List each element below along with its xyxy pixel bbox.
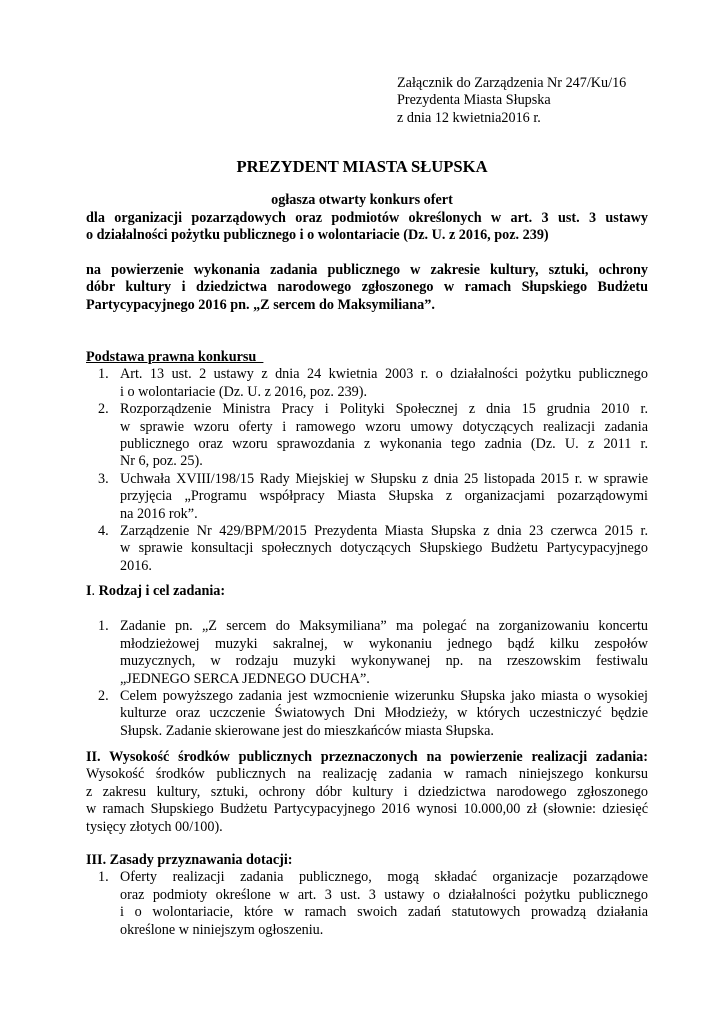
attachment-note [397, 75, 697, 127]
section-1-title: Rodzaj i cel zadania: [95, 583, 226, 599]
list-line: Art. 13 ust. 2 ustawy z dnia 24 kwietnia 2003 r. o działalności pożytku publicznego [120, 366, 648, 383]
legal-basis-item-2 [86, 401, 648, 471]
task-intro [86, 262, 648, 314]
announcement-line-2: dla organizacji pozarządowych oraz podmiotów określonych w art. 3 ust. 3 ustawy [86, 210, 648, 226]
section-3-list [86, 869, 648, 939]
section-3-heading: III. Zasady przyznawania dotacji: [86, 852, 293, 868]
section-1-item-1 [86, 618, 648, 688]
section-2 [86, 749, 648, 836]
list-number: 1. [98, 869, 109, 886]
list-line: Rozporządzenie Ministra Pracy i Polityki Społecznej z dnia 15 grudnia 2010 r. [120, 401, 648, 418]
announcement-line-1: ogłasza otwarty konkurs ofert [271, 192, 453, 208]
list-line: i o wolontariacie, które w ramach swoich zadań statutowych prowadzą działania [120, 904, 648, 921]
list-number: 1. [98, 618, 109, 635]
list-number: 3. [98, 470, 109, 487]
list-line: publicznego oraz wzoru sprawozdania z wykonania tego zadnia (Dz. U. z 2011 r. [120, 436, 648, 453]
list-line: „JEDNEGO SERCA JEDNEGO DUCHA”. [120, 670, 370, 687]
section-1-item-2 [86, 688, 648, 740]
list-line: Słupsk. Zadanie skierowane jest do mieszkańców miasta Słupska. [120, 722, 494, 739]
legal-basis-item-3 [86, 471, 648, 523]
list-line: Zadanie pn. „Z sercem do Maksymiliana” ma polegać na zorganizowaniu koncertu [120, 618, 648, 635]
section-2-line: w ramach Słupskiego Budżetu Partycypacyjnego 2016 wynosi 10.000,00 zł (słownie: dziesięć [86, 801, 648, 818]
document-title: PREZYDENT MIASTA SŁUPSKA [236, 157, 488, 176]
list-line: Zarządzenie Nr 429/BPM/2015 Prezydenta Miasta Słupska z dnia 23 czerwca 2015 r. [120, 523, 648, 540]
list-line: w sprawie wzoru oferty i ramowego wzoru umowy dotyczących realizacji zadania [120, 418, 648, 435]
list-line: muzycznych, w rodzaju muzyki wykonywanej np. na rzeszowskim festiwalu [120, 653, 648, 670]
list-line: kulturze oraz uczczenie Światowych Dni Młodzieży, w których uczestniczyć będzie [120, 705, 648, 722]
list-number: 1. [98, 366, 109, 383]
list-line: Celem powyższego zadania jest wzmocnienie wizerunku Słupska jako miasta o wysokiej [120, 688, 648, 705]
list-line: Uchwała XVIII/198/15 Rady Miejskiej w Słupsku z dnia 25 listopada 2015 r. w sprawie [120, 470, 648, 487]
list-line: na 2016 rok”. [120, 505, 198, 522]
section-1-heading [86, 583, 648, 600]
section-2-line: tysięcy złotych 00/100). [86, 818, 223, 835]
legal-basis-item-1 [86, 366, 648, 401]
list-number: 2. [98, 401, 109, 418]
list-line: 2016. [120, 557, 152, 574]
task-intro-line-2: dóbr kultury i dziedzictwa narodowego zgłoszonego w ramach Słupskiego Budżetu [86, 279, 648, 296]
attachment-line-3: z dnia 12 kwietnia2016 r. [397, 109, 541, 126]
task-intro-line-3: Partycypacyjnego 2016 pn. „Z sercem do Maksymiliana”. [86, 296, 435, 313]
section-2-line: Wysokość środków publicznych na realizację zadania w ramach niniejszego konkursu [86, 766, 648, 783]
section-2-heading: II. Wysokość środków publicznych przeznaczonych na powierzenie realizacji zadania: [86, 749, 648, 765]
announcement-body [86, 210, 648, 245]
announcement-line-3: o działalności pożytku publicznego i o wolontariacie (Dz. U. z 2016, poz. 239) [86, 227, 549, 244]
attachment-line-1: Załącznik do Zarządzenia Nr 247/Ku/16 [397, 75, 627, 91]
list-line: Oferty realizacji zadania publicznego, mogą składać organizacje pozarządowe [120, 869, 648, 886]
attachment-line-2: Prezydenta Miasta Słupska [397, 92, 551, 109]
list-line: przyjęcia „Programu współpracy Miasta Słupska z organizacjami pozarządowymi [120, 488, 648, 505]
section-1-list [86, 618, 648, 740]
section-1-dot: . [91, 583, 96, 599]
list-line: w sprawie konsultacji społecznych dotyczących Słupskiego Budżetu Partycypacyjnego [120, 540, 648, 557]
task-intro-line-1: na powierzenie wykonania zadania publicznego w zakresie kultury, sztuki, ochrony [86, 262, 648, 278]
section-1 [86, 583, 648, 740]
section-3-item-1 [86, 869, 648, 939]
list-line: młodzieżowej muzyki sakralnej, w wykonaniu jednego bądź kilku zespołów [120, 635, 648, 652]
list-number: 2. [98, 688, 109, 705]
section-1-roman: I [86, 583, 92, 599]
list-line: określone w niniejszym ogłoszeniu. [120, 921, 324, 938]
legal-basis-list [86, 366, 648, 575]
list-number: 4. [98, 523, 109, 540]
legal-basis-heading: Podstawa prawna konkursu [86, 349, 264, 365]
list-line: oraz podmioty określone w art. 3 ust. 3 ustawy o działalności pożytku publicznego [120, 886, 648, 903]
legal-basis-item-4 [86, 523, 648, 575]
section-3 [86, 852, 648, 939]
list-line: i o wolontariacie (Dz. U. z 2016, poz. 239). [120, 383, 368, 400]
section-2-line: z zakresu kultury, sztuki, ochrony dóbr kultury i dziedzictwa narodowego zgłoszonego [86, 783, 648, 800]
legal-basis-section [86, 349, 648, 575]
list-line: Nr 6, poz. 25). [120, 453, 203, 470]
